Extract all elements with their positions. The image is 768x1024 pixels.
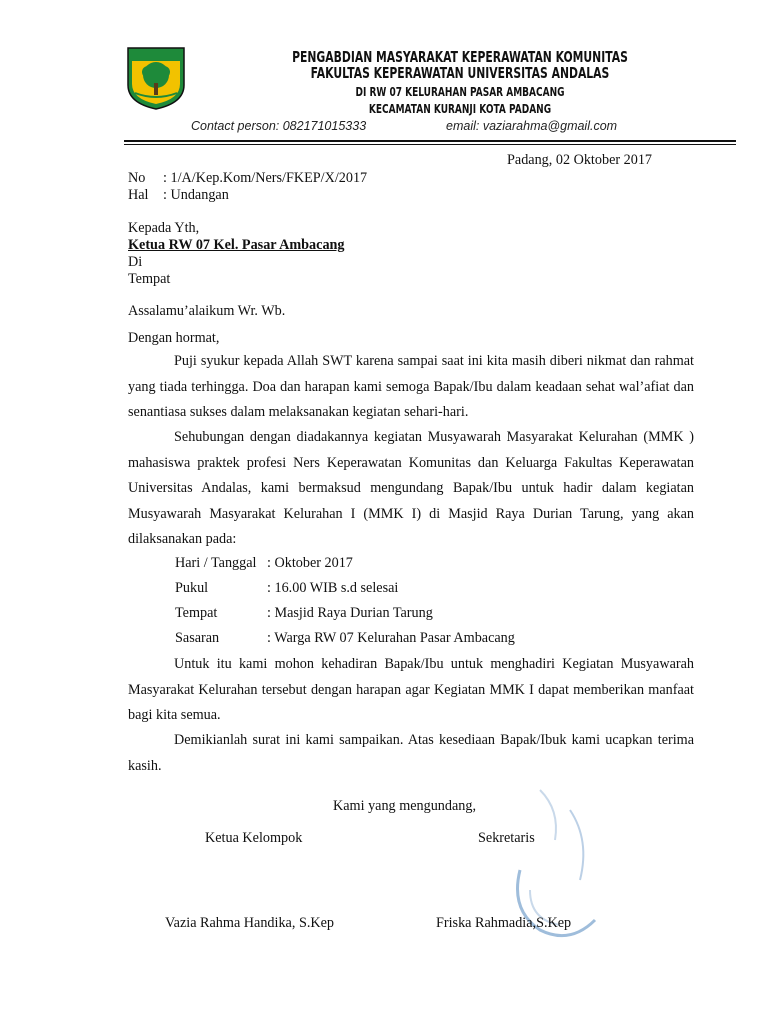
contact-email: email: vaziarahma@gmail.com — [446, 119, 618, 133]
number-label: No — [128, 170, 146, 186]
number-value: : 1/A/Kep.Kom/Ners/FKEP/X/2017 — [163, 170, 368, 186]
detail-place-value: : Masjid Raya Durian Tarung — [267, 605, 433, 621]
contact-person: Contact person: 082171015333 — [191, 119, 367, 133]
salutation: Dengan hormat, — [128, 330, 220, 346]
letterhead-faculty: FAKULTAS KEPERAWATAN UNIVERSITAS ANDALAS — [310, 64, 610, 82]
detail-target-label: Sasaran — [175, 630, 220, 646]
closing-phrase: Kami yang mengundang, — [333, 798, 477, 814]
letterhead-address: DI RW 07 KELURAHAN PASAR AMBACANG — [355, 84, 565, 99]
letterhead-rule-thin — [124, 144, 736, 145]
signer-left-name: Vazia Rahma Handika, S.Kep — [165, 915, 335, 931]
paragraph-closing: Demikianlah surat ini kami sampaikan. Atas kesediaan Bapak/Ibuk kami ucapkan terima kasih. — [128, 732, 694, 774]
greeting: Assalamu’alaikum Wr. Wb. — [128, 303, 286, 319]
detail-time-value: : 16.00 WIB s.d selesai — [267, 580, 399, 596]
recipient-place: Tempat — [128, 271, 171, 287]
recipient-intro: Kepada Yth, — [128, 220, 200, 236]
recipient-di: Di — [128, 254, 143, 270]
letterhead-rule-thick — [124, 140, 736, 142]
detail-place-label: Tempat — [175, 605, 218, 621]
subject-value: : Undangan — [163, 187, 229, 203]
signer-right-role: Sekretaris — [478, 830, 535, 846]
recipient-name: Ketua RW 07 Kel. Pasar Ambacang — [128, 237, 345, 253]
detail-date-label: Hari / Tanggal — [175, 555, 257, 571]
signer-left-role: Ketua Kelompok — [205, 830, 303, 846]
stamp-mark — [500, 780, 610, 970]
detail-date-value: : Oktober 2017 — [267, 555, 353, 571]
letterhead-title: PENGABDIAN MASYARAKAT KEPERAWATAN KOMUNITAS — [292, 48, 628, 66]
letterhead-district: KECAMATAN KURANJI KOTA PADANG — [368, 101, 552, 116]
paragraph-request: Untuk itu kami mohon kehadiran Bapak/Ibu untuk menghadiri Kegiatan Musyawarah Masyarakat Kelurahan tersebut dengan harapan agar Kegiatan MMK I dapat memberikan manfaat bagi kita semua. — [128, 656, 694, 723]
university-logo — [125, 45, 187, 111]
detail-time-label: Pukul — [175, 580, 209, 596]
subject-label: Hal — [128, 187, 149, 203]
detail-target-value: : Warga RW 07 Kelurahan Pasar Ambacang — [267, 630, 515, 646]
paragraph-invitation: Sehubungan dengan diadakannya kegiatan Musyawarah Masyarakat Kelurahan (MMK ) mahasiswa praktek profesi Ners Keperawatan Komunitas dan Keluarga Fakultas Keperawatan Universitas Andalas, kami bermaksud mengundang Bapak/Ibu untuk hadir dalam kegiatan Musyawarah Masyarakat Kelurahan I (MMK I) di Masjid Raya Durian Tarung, yang akan dilaksanakan pada: — [128, 429, 694, 547]
signer-right-name: Friska Rahmadia,S.Kep — [436, 915, 572, 931]
paragraph-opening: Puji syukur kepada Allah SWT karena sampai saat ini kita masih diberi nikmat dan rahmat yang tiada terhingga. Doa dan harapan kami semoga Bapak/Ibu dalam keadaan sehat wal’afiat dan senantiasa sukses dalam melaksanakan kegiatan sehari-hari. — [128, 353, 694, 420]
place-date: Padang, 02 Oktober 2017 — [507, 152, 653, 168]
